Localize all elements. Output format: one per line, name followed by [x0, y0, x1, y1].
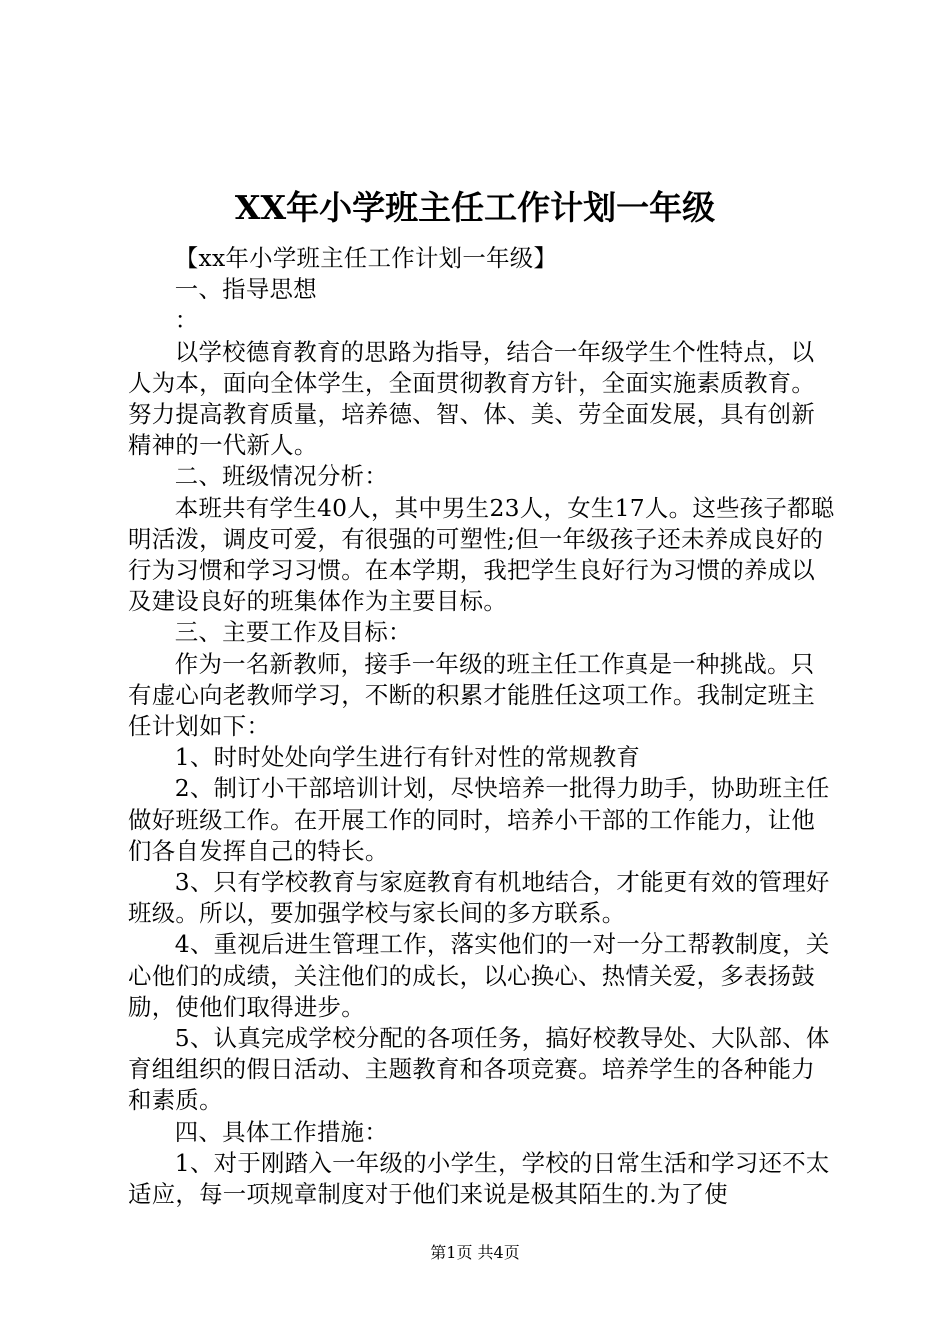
- list-item-4: 4、重视后进生管理工作，落实他们的一对一分工帮教制度，关心他们的成绩，关注他们的成长，以心换心、热情关爱，多表扬鼓励，使他们取得进步。: [128, 930, 830, 1021]
- paragraph-main-work: 作为一名新教师，接手一年级的班主任工作真是一种挑战。只有虚心向老教师学习，不断的积累才能胜任这项工作。我制定班主任计划如下：: [128, 649, 816, 741]
- list-item-5: 5、认真完成学校分配的各项任务，搞好校教导处、大队部、体育组组织的假日活动、主题教育和各项竞赛。培养学生的各种能力和素质。: [128, 1024, 830, 1115]
- list-item-measure-1: 1、对于刚踏入一年级的小学生，学校的日常生活和学习还不太适应，每一项规章制度对于他们来说是极其陌生的.为了使: [128, 1148, 830, 1209]
- paragraph-class-analysis: 本班共有学生40人，其中男生23人，女生17人。这些孩子都聪明活泼，调皮可爱，有很强的可塑性;但一年级孩子还未养成良好的行为习惯和学习习惯。在本学期，我把学生良好行为习惯的养成以及建设良好的班集体作为主要目标。: [128, 493, 835, 616]
- heading-main-work: 三、主要工作及目标：: [174, 618, 412, 647]
- paragraph-colon: ：: [174, 306, 199, 335]
- list-item-3: 3、只有学校教育与家庭教育有机地结合，才能更有效的管理好班级。所以，要加强学校与家长间的多方联系。: [128, 868, 830, 928]
- list-item-1: 1、时时处处向学生进行有针对性的常规教育: [174, 743, 641, 772]
- document-body: [128, 243, 838, 1210]
- paragraph-guiding-thought: 以学校德育教育的思路为指导，结合一年级学生个性特点，以人为本，面向全体学生，全面贯彻教育方针，全面实施素质教育。努力提高教育质量，培养德、智、体、美、劳全面发展，具有创新精神的一代新人。: [128, 337, 816, 460]
- heading-measures: 四、具体工作措施：: [174, 1117, 389, 1146]
- heading-class-analysis: 二、班级情况分析：: [174, 462, 389, 491]
- page-footer: 第1页 共4页: [430, 1243, 520, 1262]
- heading-guiding-thought: 一、指导思想: [174, 275, 317, 304]
- paragraph-intro: 【xx年小学班主任工作计划一年级】: [174, 244, 558, 272]
- document-title: XX年小学班主任工作计划一年级: [234, 188, 716, 227]
- list-item-2: 2、制订小干部培训计划，尽快培养一批得力助手，协助班主任做好班级工作。在开展工作的同时，培养小干部的工作能力，让他们各自发挥自己的特长。: [128, 774, 830, 865]
